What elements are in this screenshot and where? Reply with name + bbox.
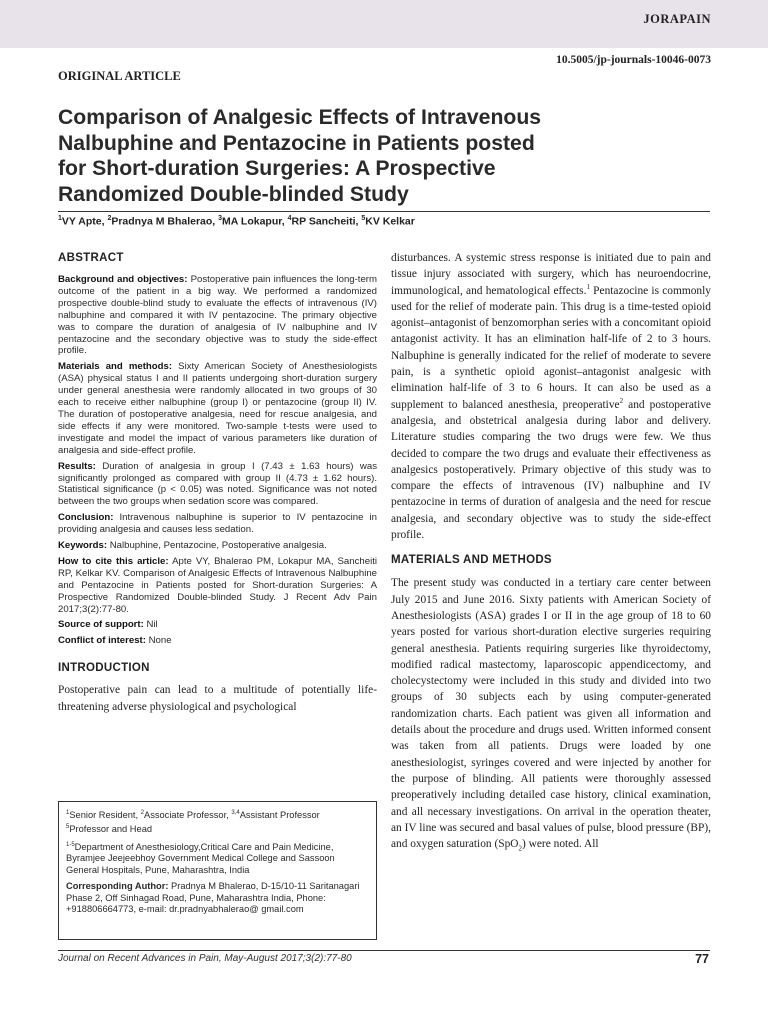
department-text: Department of Anesthesiology,Critical Care and Pain Medicine, Byramjee Jeejeebhoy Government Medical College and Sassoon General Hospitals, Pune, Maharashtra, India <box>66 841 335 876</box>
affiliation-roles: $^1$Senior Resident, $^2$Associate Professor, $^{3,4}$Assistant Professor $^5$Professor and Head <box>66 810 320 834</box>
article-type: ORIGINAL ARTICLE <box>58 69 181 83</box>
conclusion-text: Intravenous nalbuphine is superior to IV pentazocine in providing analgesia and causes less sedation. <box>58 512 377 536</box>
abstract-heading: ABSTRACT <box>58 252 124 264</box>
abstract-background <box>58 274 377 357</box>
background-label: Background and objectives: <box>58 274 188 285</box>
methods-body: The present study was conducted in a tertiary care center between July 2015 and June 2016. Sixty patients with American Society of Anesthesiologists (ASA) grades I or II in the age group of 18 to 60 years posted for various short-duration elective surgeries requiring general anesthesia. Patients requiring surgeries like thyroidectomy, modified radical mastectomy, laparoscopic appendicectomy, and cholecystectomy were included in this study and divided into two groups of 30 subjects each by using computer-generated randomization charts. Each patient was given all information and details about the procedure and drugs used. Written informed consent was taken from all patients. Drugs were loaded by one anesthesiologist, syringes covered and were injected by another for the purpose of blinding. All patients were thoroughly assessed preoperatively including detailed case history, clinical examination, and all necessary investigations. On arrival in the operation theater, an IV line was secured and basal values of pulse, blood pressure (BP), and oxygen saturation (SpO$_2$) were noted. All <box>391 577 711 853</box>
ref-2[interactable]: 2 <box>619 396 624 405</box>
right-column <box>391 250 711 852</box>
author-name: MA Lokapur <box>222 215 282 228</box>
abstract-methods <box>58 361 377 456</box>
introduction-text: Postoperative pain can lead to a multitude of potentially life-threatening adverse physiological and psychological <box>58 684 377 713</box>
role: Professor and Head <box>69 823 153 834</box>
author-name: KV Kelkar <box>365 215 415 228</box>
abstract-results <box>58 461 377 509</box>
author-name: Pradnya M Bhalerao <box>111 215 213 228</box>
support-label: Source of support: <box>58 619 144 631</box>
corr-text[interactable]: Pradnya M Bhalerao, D-15/10-11 Saritanagari Phase 2, Off Sinhagad Road, Pune, Maharashtra India, Phone: +918806664773, e-mail: dr.pradnyabhalerao@ gmail.com <box>66 880 360 915</box>
doi[interactable]: 10.5005/jp-journals-10046-0073 <box>556 54 711 66</box>
author-sup: 3 <box>218 215 223 222</box>
author-name: RP Sancheiti <box>291 215 356 228</box>
abstract-conflict <box>58 635 377 647</box>
title-line: Comparison of Analgesic Effects of Intravenous <box>58 106 542 129</box>
abstract-conclusion <box>58 512 377 536</box>
ref-1[interactable]: 1 <box>586 282 590 291</box>
author-name: VY Apte <box>61 215 102 228</box>
author-sup: 2 <box>107 215 112 222</box>
methods-label: Materials and methods: <box>58 361 173 373</box>
corr-label: Corresponding Author: <box>66 880 169 891</box>
support-text: Nil <box>146 619 158 631</box>
journal-tag: JORAPAIN <box>643 12 711 26</box>
title-line: Nalbuphine and Pentazocine in Patients posted <box>58 131 535 155</box>
background-text: Postoperative pain influences the long-term outcome of the patient in a big way. We performed a randomized prospective double-blind study to evaluate the effects of intravenous (IV) nalbuphine and compared it with IV pentazocine. The primary objective was to compare the duration of analgesia of IV nalbuphine and IV pentazocine and the secondary objective was to study the side-effect profile. <box>58 274 377 357</box>
introduction-heading: INTRODUCTION <box>58 662 150 675</box>
methods-heading: MATERIALS AND METHODS <box>391 554 552 567</box>
role: Associate Professor, <box>144 810 232 821</box>
abstract-citation <box>58 556 377 616</box>
affiliation-department: $^{1-5}$Department of Anesthesiology,Critical Care and Pain Medicine, Byramjee Jeejeebhoy Government Medical College and Sassoon General Hospitals, Pune, Maharashtra, India <box>66 841 335 876</box>
article-title <box>58 105 678 207</box>
footer-rule <box>58 950 710 951</box>
author-sup: 4 <box>287 215 292 222</box>
role: Assistant Professor <box>239 810 320 821</box>
abstract-keywords <box>58 540 377 552</box>
title-line: for Short-duration Surgeries: A Prospective <box>58 157 496 181</box>
conflict-text: None <box>148 635 172 647</box>
affiliation-box <box>58 801 377 940</box>
title-rule <box>58 211 710 212</box>
conclusion-label: Conclusion: <box>58 512 114 524</box>
title-line: Randomized Double-blinded Study <box>58 182 409 206</box>
keywords-label: Keywords: <box>58 540 108 552</box>
page-number: 77 <box>695 952 709 966</box>
corresponding-author <box>66 881 369 916</box>
left-column <box>58 252 377 715</box>
cite-label: How to cite this article: <box>58 555 169 567</box>
role: Senior Resident, <box>69 810 141 821</box>
keywords-text: Nalbuphine, Pentazocine, Postoperative analgesia. <box>109 540 327 552</box>
author-list: $^1$VY Apte, $^2$Pradnya M Bhalerao, $^3$MA Lokapur, $^4$RP Sancheiti, $^5$KV Kelkar <box>58 215 415 228</box>
author-sup: 5 <box>361 215 366 222</box>
cite-text: Apte VY, Bhalerao PM, Lokapur MA, Sancheiti RP, Kelkar KV. Comparison of Analgesic Effects of Intravenous Nalbuphine and Pentazocine in Patients posted for Short-duration Surgeries: A Prospective Randomized Double-blinded Study. J Recent Adv Pain 2017;3(2):77-80. <box>58 555 378 615</box>
methods-text: Sixty American Society of Anesthesiologists (ASA) physical status I and II patients undergoing short-duration surgery under general anesthesia were randomly allocated in two groups of 30 each to receive either nalbuphine (group I) or pentazocine (group II) IV. The duration of postoperative analgesia, need for rescue analgesia, and side effects if any were monitored. Two-sample t-tests were used to investigate and model the impact of various parameters like duration of analgesia and side-effect profile. <box>58 361 377 456</box>
footer-journal: Journal on Recent Advances in Pain, May-August 2017;3(2):77-80 <box>58 953 352 964</box>
intro-continued: disturbances. A systemic stress response is initiated due to pain and tissue injury associated with surgery, which has neuroendocrine, immunological, and hematological effects.$^1$ Pentazocine is commonly used for the relief of moderate pain. This drug is a time-tested opioid agonist–antagonist of benzomorphan series with a concomitant opioid antagonist activity. It has an elimination half-life of 2 to 3 hours. Nalbuphine is generally indicated for the relief of moderate to severe pain, is a synthetic opioid agonist–antagonist analgesic with elimination half-life of 3 to 6 hours. It can also be used as a supplement to balanced anesthesia, preoperative$^2$ and postoperative analgesia, and obstetrical analgesia during labor and delivery. Literature studies comparing the two drugs were few. We thus decided to compare the two drugs and evaluate their effectiveness as analgesics postoperatively. Primary objective of this study was to compare the effects of intravenous (IV) nalbuphine and IV pentazocine in terms of duration of analgesia and the need for rescue analgesia, and secondary objective was to study the side-effect profile. <box>391 252 711 542</box>
abstract-support <box>58 619 377 631</box>
author-sup: 1 <box>58 215 62 222</box>
results-label: Results: <box>58 460 96 472</box>
results-text: Duration of analgesia in group I (7.43 ± 1.63 hours) was significantly prolonged as compared with group II (4.73 ± 1.62 hours). Statistical significance (p < 0.05) was noted. Significance was not noted between the two groups when sedation score was compared. <box>58 460 377 508</box>
conflict-label: Conflict of interest: <box>58 635 146 647</box>
